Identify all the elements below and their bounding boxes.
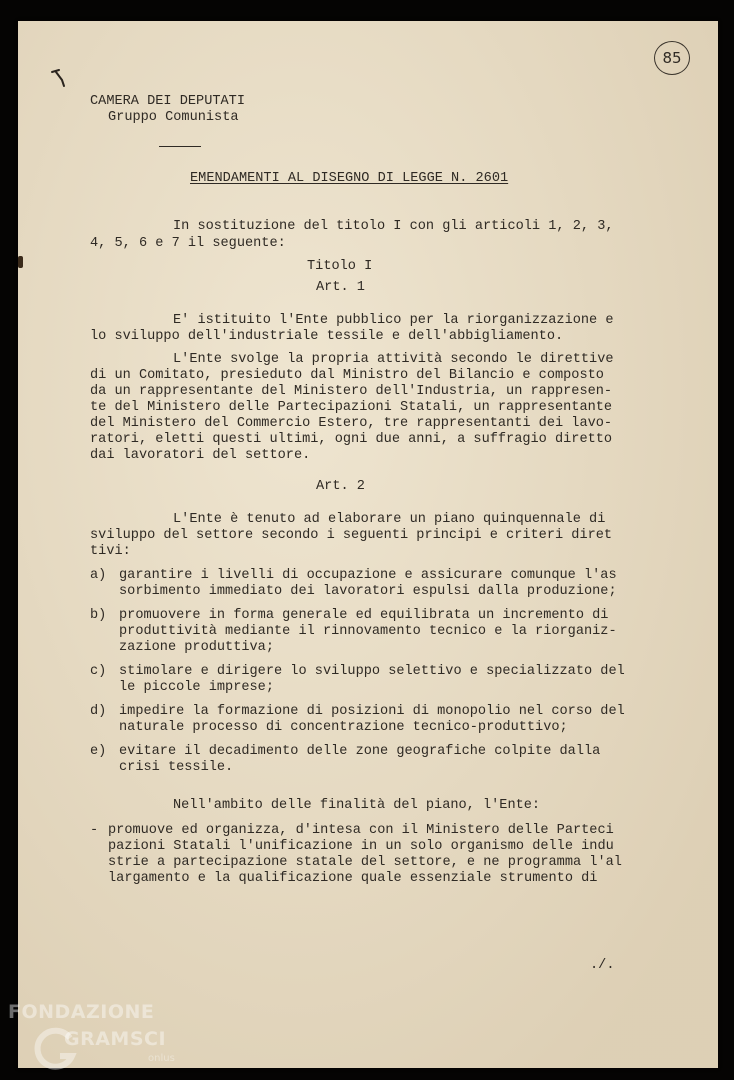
watermark-line-1: FONDAZIONE <box>8 1001 155 1023</box>
intro-line-2: 4, 5, 6 e 7 il seguente: <box>90 236 286 251</box>
intro-line-1: In sostituzione del titolo I con gli articoli 1, 2, 3, <box>173 219 614 234</box>
dash-line-4: largamento e la qualificazione quale essenziale strumento di <box>108 871 598 886</box>
item-e-label: e) <box>90 744 107 759</box>
art1-heading: Art. 1 <box>316 280 365 295</box>
art2-intro-line-1: L'Ente è tenuto ad elaborare un piano quinquennale di <box>173 512 606 527</box>
art1-para2-line-2: di un Comitato, presieduto dal Ministro del Bilancio e composto <box>90 368 604 383</box>
art1-para1-line-2: lo sviluppo dell'industriale tessile e dell'abbigliamento. <box>90 329 564 344</box>
item-b-line-3: zazione produttiva; <box>119 640 274 655</box>
dash-line-2: pazioni Statali l'unificazione in un solo organismo delle indu <box>108 839 614 854</box>
item-a-line-2: sorbimento immediato dei lavoratori espulsi dalla produzione; <box>119 584 617 599</box>
header-separator <box>159 146 201 147</box>
watermark-line-2: GRAMSCI <box>64 1028 167 1050</box>
art1-para2-line-4: te del Ministero delle Partecipazioni Statali, un rappresentante <box>90 400 613 415</box>
fondazione-gramsci-watermark <box>4 998 214 1078</box>
continuation-mark: ./. <box>590 958 615 973</box>
art1-para2-line-1: L'Ente svolge la propria attività secondo le direttive <box>173 352 614 367</box>
art1-para2-line-7: dai lavoratori del settore. <box>90 448 311 463</box>
item-c-label: c) <box>90 664 107 679</box>
item-b-line-2: produttività mediante il rinnovamento tecnico e la riorganiz- <box>119 624 617 639</box>
pencil-check-mark <box>50 67 72 89</box>
dash-line-1: promuove ed organizza, d'intesa con il Ministero delle Parteci <box>108 823 614 838</box>
art1-para2-line-3: da un rappresentante del Ministero dell'Industria, un rappresen- <box>90 384 613 399</box>
binding-hole-mark <box>18 256 23 268</box>
header-chamber: CAMERA DEI DEPUTATI <box>90 94 245 109</box>
item-b-label: b) <box>90 608 107 623</box>
item-b-line-1: promuovere in forma generale ed equilibrata un incremento di <box>119 608 609 623</box>
titolo-heading: Titolo I <box>307 259 373 274</box>
art2-intro-line-3: tivi: <box>90 544 131 559</box>
art2-intro-line-2: sviluppo del settore secondo i seguenti principi e criteri diret <box>90 528 613 543</box>
art1-para2-line-6: ratori, eletti questi ultimi, ogni due anni, a suffragio diretto <box>90 432 613 447</box>
item-a-label: a) <box>90 568 107 583</box>
document-title: EMENDAMENTI AL DISEGNO DI LEGGE N. 2601 <box>190 171 509 186</box>
item-e-line-1: evitare il decadimento delle zone geografiche colpite dalla <box>119 744 601 759</box>
item-c-line-2: le piccole imprese; <box>119 680 274 695</box>
header-group: Gruppo Comunista <box>108 110 239 125</box>
item-d-line-1: impedire la formazione di posizioni di monopolio nel corso del <box>119 704 625 719</box>
dash-label: - <box>90 823 99 838</box>
item-e-line-2: crisi tessile. <box>119 760 234 775</box>
dash-line-3: strie a partecipazione statale del settore, e ne programma l'al <box>108 855 622 870</box>
item-d-label: d) <box>90 704 107 719</box>
art1-para1-line-1: E' istituito l'Ente pubblico per la riorganizzazione e <box>173 313 614 328</box>
item-c-line-1: stimolare e dirigere lo sviluppo selettivo e specializzato del <box>119 664 625 679</box>
item-a-line-1: garantire i livelli di occupazione e assicurare comunque l'as <box>119 568 617 583</box>
art1-para2-line-5: del Ministero del Commercio Estero, tre rappresentanti dei lavo- <box>90 416 613 431</box>
archive-page-number: 85 <box>654 41 690 75</box>
document-page <box>18 21 718 1068</box>
art2-heading: Art. 2 <box>316 479 365 494</box>
watermark-sub: onlus <box>148 1053 175 1064</box>
closing-intro: Nell'ambito delle finalità del piano, l'Ente: <box>173 798 541 813</box>
item-d-line-2: naturale processo di concentrazione tecnico-produttivo; <box>119 720 568 735</box>
